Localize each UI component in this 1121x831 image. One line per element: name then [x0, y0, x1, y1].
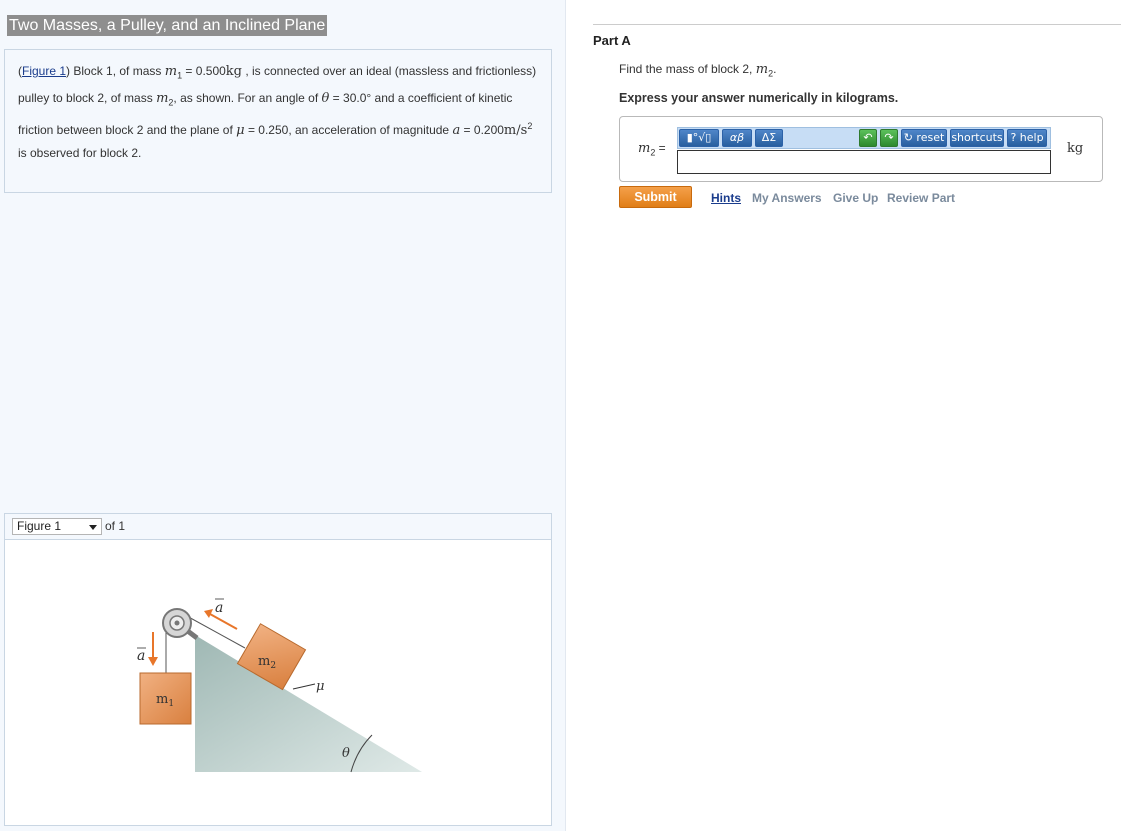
shortcuts-button[interactable]: shortcuts	[950, 129, 1004, 147]
block-1-label: $m_1$	[156, 692, 175, 709]
give-up-link[interactable]: Give Up	[833, 191, 879, 205]
accel-arrow-incline	[210, 614, 237, 629]
part-title: Part A	[593, 33, 631, 48]
accel-arrow-down-head	[148, 657, 158, 666]
answer-pane	[566, 0, 1121, 831]
figure-select[interactable]: Figure 1	[12, 518, 102, 535]
a-value: 0.200	[473, 122, 504, 137]
answer-input[interactable]	[677, 150, 1051, 174]
block-2-label: $m_2$	[258, 654, 277, 671]
undo-icon[interactable]: ↶	[859, 129, 877, 147]
redo-icon[interactable]: ↷	[880, 129, 898, 147]
m1-symbol: m	[164, 64, 178, 79]
hints-link[interactable]: Hints	[711, 191, 741, 205]
problem-statement: (Figure 1) Block 1, of mass $m_1 = 0.500kg$ , is connected over an ideal (massless and frictionless) pulley to block 2, of mass $m_2$, as shown. For an angle of θ = 30.0° and a coefficient of kinetic friction between block 2 and the plane of μ = 0.250, an acceleration of magnitude $a = 0.200m/s^2$ is observed for block 2.	[4, 49, 552, 193]
figure-header	[4, 513, 552, 539]
figure-panel	[4, 539, 552, 826]
review-part-link[interactable]: Review Part	[887, 191, 956, 205]
symbols-button[interactable]: ΔΣ	[755, 129, 783, 147]
divider	[593, 24, 1121, 25]
pulley-axle	[175, 621, 180, 626]
math-toolbar	[677, 127, 1051, 149]
accel-arrow-incline-head	[204, 609, 213, 618]
submit-button[interactable]: Submit	[619, 186, 692, 208]
greek-button[interactable]: αβ	[722, 129, 752, 147]
variable-label: $m_2$ =	[638, 141, 666, 158]
theta-value: 30.0°	[343, 91, 372, 106]
inclined-ramp	[195, 635, 422, 772]
mu-value: 0.250	[258, 122, 289, 137]
instruction: Express your answer numerically in kilograms.	[619, 91, 899, 105]
unit-label: kg	[1067, 141, 1084, 156]
theta-label: θ	[342, 746, 350, 761]
answer-area	[619, 116, 1103, 182]
page-title: Two Masses, a Pulley, and an Inclined Plane	[9, 17, 326, 34]
templates-button[interactable]: ▮°√▯	[679, 129, 719, 147]
accel-label-left: a	[137, 648, 146, 664]
reset-button[interactable]: ↻ reset	[901, 129, 947, 147]
inclined-plane-figure	[5, 540, 551, 825]
string-incline	[185, 615, 245, 648]
figure-link[interactable]: Figure 1	[22, 64, 67, 78]
question-prompt: Find the mass of block 2, $m_2$.	[619, 62, 777, 79]
mu-label: μ	[316, 679, 325, 694]
help-button[interactable]: ? help	[1007, 129, 1047, 147]
my-answers-link[interactable]: My Answers	[752, 191, 822, 205]
chevron-down-icon	[89, 525, 97, 530]
m1-value: 0.500	[195, 64, 226, 78]
accel-label-top: a	[215, 600, 224, 616]
figure-count: of 1	[105, 519, 126, 533]
mu-pointer	[293, 684, 315, 689]
